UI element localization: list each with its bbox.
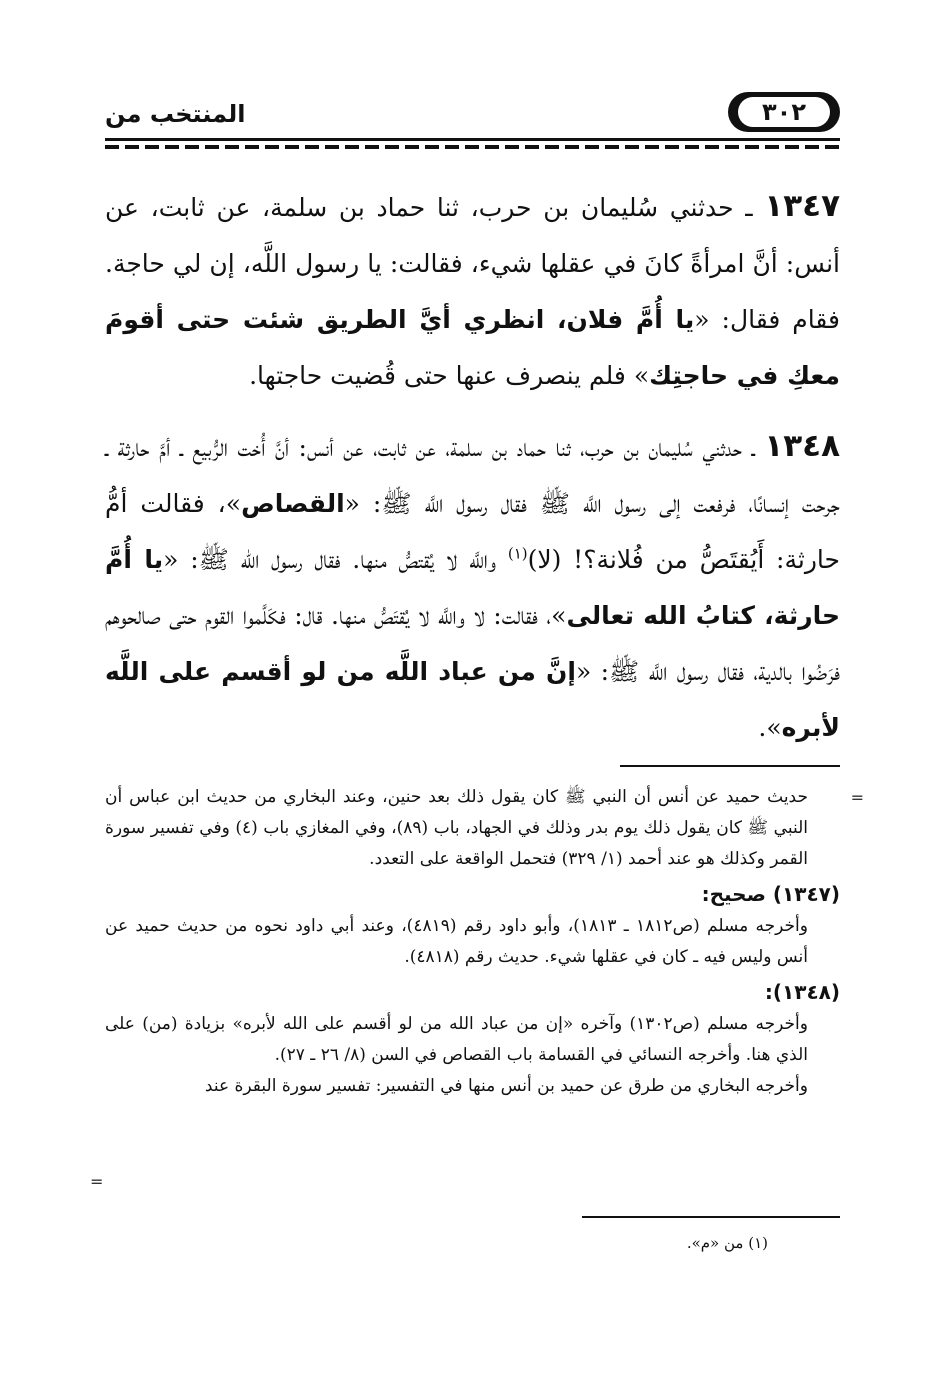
note-heading-1347: (١٣٤٧) صحيح: — [701, 882, 840, 906]
hadith-1347 — [105, 178, 840, 404]
hadith-text: ـ حدثني سُليمان بن حرب، ثنا حماد بن سلمة، عن ثابت، عن أنس: أنَّ امرأةً كانَ في عقلها شيء، فقالت: يا رسول اللَّه، إن لي حاجة. فقام فقال: « — [105, 193, 840, 334]
hadith-quote: القصاص — [241, 489, 345, 518]
note-heading-1348: (١٣٤٨): — [764, 980, 840, 1004]
hadith-text: » فلم ينصرف عنها حتى قُضيت حاجتها. — [249, 361, 650, 390]
hadith-text: »، فقالت: لا واللَّه لا يُقتَصُّ منها. قال: فكَلَّموا القوم حتى صالحوهم فرَضُوا بالدية، فقال رسول اللَّه ﷺ: « — [105, 601, 840, 686]
running-title: المنتخب من — [105, 100, 246, 128]
footnote: (١) من «م». — [686, 1234, 768, 1252]
footnote-separator — [582, 1216, 840, 1218]
hadith-text: واللَّه لا يُقتصُّ منها. فقال رسول الله ﷺ: « — [163, 545, 508, 574]
note-paragraph: حديث حميد عن أنس أن النبي ﷺ كان يقول ذلك بعد حنين، وعند البخاري من حديث ابن عباس أن النبي ﷺ كان يقول ذلك يوم بدر وذلك في الجهاد، باب (٨٩)، وفي المغازي باب (٤) وفي تفسير سورة القمر وكذلك هو عند أحمد (١/ ٣٢٩) فتحمل الواقعة على التعدد. — [105, 787, 809, 869]
continued-mark: = — [850, 788, 864, 807]
header-dashed-rule — [105, 145, 840, 149]
page-header — [105, 92, 840, 138]
hadith-number: ١٣٤٧ — [764, 188, 840, 224]
note-paragraph: وأخرجه البخاري من طرق عن حميد بن أنس منها في التفسير: تفسير سورة البقرة عند — [204, 1076, 808, 1096]
page-number: ٣٠٢ — [738, 97, 830, 127]
page-number-badge — [728, 92, 840, 132]
note-paragraph: وأخرجه مسلم (ص١٨١٢ ـ ١٨١٣)، وأبو داود رقم (٤٨١٩)، وعند أبي داود نحوه من حديث حميد عن أنس وليس فيه ـ كان في عقلها شيء. حديث رقم (٤٨١٨). — [105, 916, 808, 967]
note-paragraph: وأخرجه مسلم (ص١٣٠٢) وآخره «إن من عباد الله من لو أقسم على الله لأبره» بزيادة (من) على الذي هنا. وأخرجه النسائي في القسامة باب القصاص في السن (٨/ ٢٦ ـ ٢٧). — [105, 1014, 808, 1065]
footnote-ref[interactable]: (١) — [507, 544, 528, 563]
hadith-1348 — [105, 418, 840, 756]
hadith-number: ١٣٤٨ — [764, 428, 840, 464]
hadith-text: ». — [758, 713, 782, 742]
continues-mark: = — [90, 1172, 104, 1191]
commentary-notes — [105, 782, 840, 1102]
hadith-text: »، فقالت أمُّ حارثة: أَيُقتَصُّ من فُلانة؟! (لا) — [105, 489, 840, 574]
hadith-quote: إنَّ من عباد اللَّه من لو أقسم على اللَّه لأبره — [105, 657, 840, 742]
hadith-text: ـ حدثني سُليمان بن حرب، ثنا حماد بن سلمة، عن ثابت، عن أنس: أنَّ أُخت الرُّبيع ـ أمَّ حارثة ـ جرحت إنسانًا، فرفعت إلى رسول اللَّه ﷺ فقال رسول اللَّه ﷺ: « — [105, 433, 841, 518]
main-text — [105, 178, 840, 770]
header-rule — [105, 138, 840, 141]
notes-separator — [620, 765, 840, 767]
hadith-quote: يا أُمَّ حارثة، كتابُ الله تعالى — [105, 545, 840, 630]
hadith-quote: يا أُمَّ فلان، انظري أيَّ الطريق شئت حتى أقومَ معكِ في حاجتِك — [105, 305, 840, 390]
